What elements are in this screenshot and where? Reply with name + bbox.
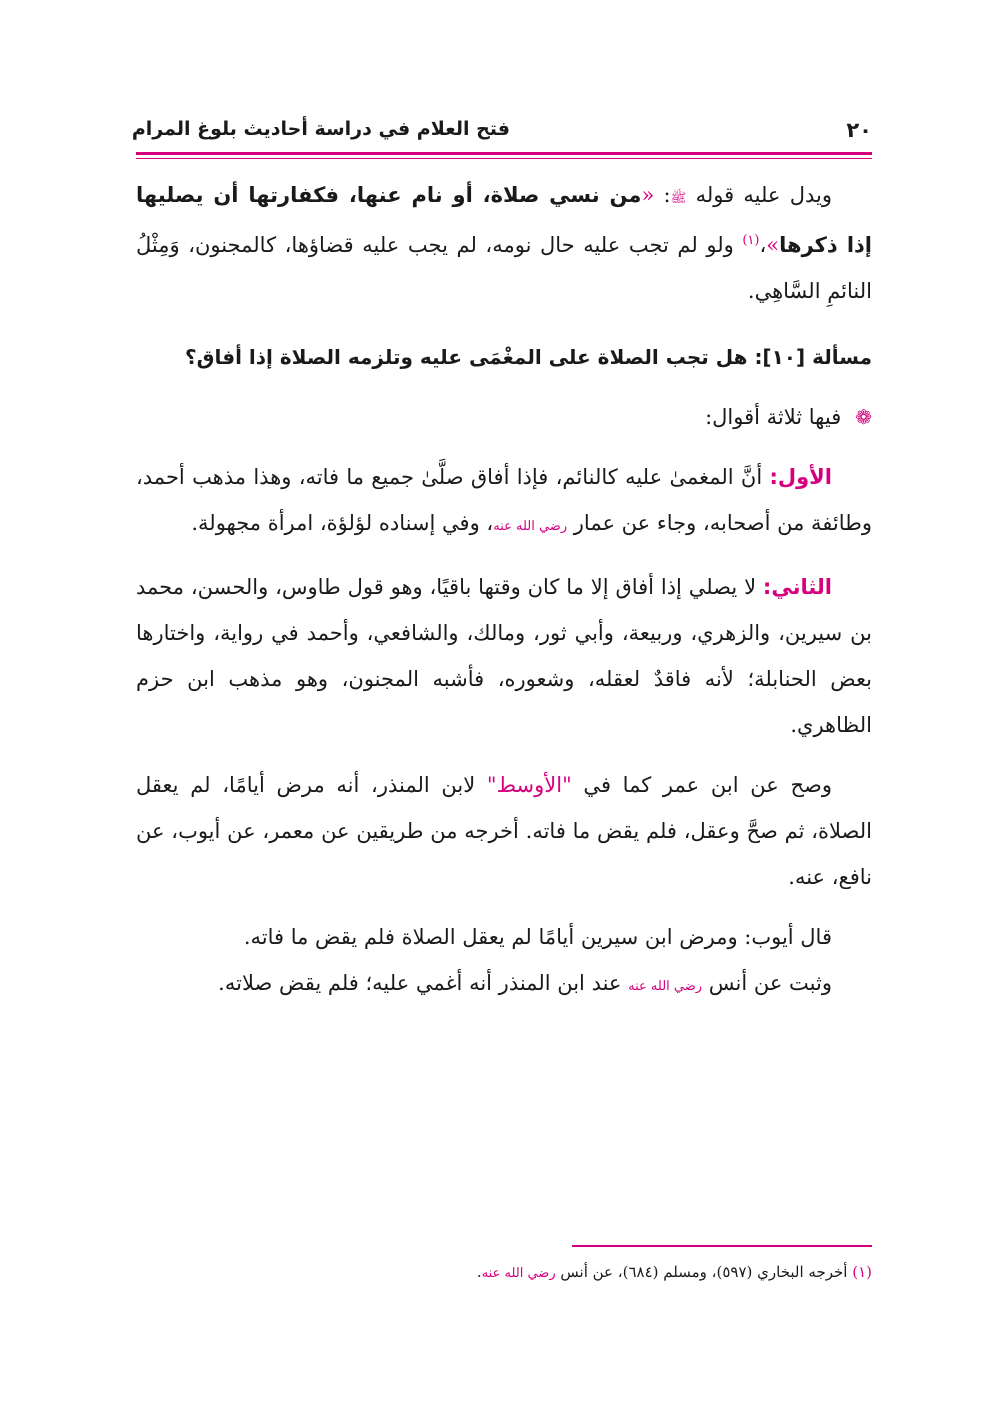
intro-line — [136, 394, 872, 440]
text-run: : — [654, 183, 671, 207]
page-number: ٢٠ — [846, 118, 872, 142]
hadith-text: من نسي صلاة، أو نام عنها، فكفارتها أن يصليها إذا ذكرها — [136, 183, 873, 257]
book-title: فتح العلام في دراسة أحاديث بلوغ المرام — [131, 118, 510, 140]
footnote-ref[interactable]: (١) — [742, 233, 760, 248]
page — [131, 110, 873, 1310]
honorific-glyph: رضي الله عنه — [493, 519, 568, 534]
paragraph-ayyub: قال أيوب: ومرض ابن سيرين أيامًا لم يعقل الصلاة فلم يقض ما فاته. — [243, 925, 832, 949]
text-run: وصح عن ابن عمر كما في — [571, 773, 832, 797]
footnote-rule — [572, 1245, 872, 1247]
text-run: فيها ثلاثة أقوال: — [705, 405, 842, 429]
issue-label: مسألة [١٠]: — [754, 345, 872, 369]
issue-heading — [136, 334, 872, 380]
honorific-glyph: رضي الله عنه — [481, 1266, 556, 1281]
book-name: "الأوسط" — [486, 773, 572, 797]
honorific-glyph: ﷺ — [670, 191, 687, 206]
quote-open: « — [641, 183, 655, 207]
body-text — [136, 172, 872, 1010]
header-rule-thick — [136, 152, 872, 155]
running-header — [131, 110, 872, 154]
paragraph-anas — [136, 960, 872, 1010]
text-run: ولو لم تجب عليه حال نومه، لم يجب عليه قضاؤها، كالمجنون، وَمِثْلُ النائمِ السَّاهِي. — [136, 233, 872, 303]
issue-question: هل تجب الصلاة على المغْمَى عليه وتلزمه الصلاة إذا أفاق؟ — [185, 345, 755, 369]
paragraph-first-opinion — [136, 454, 872, 550]
text-run: عند ابن المنذر أنه أغمي عليه؛ فلم يقض صلاته. — [218, 971, 629, 995]
text-run: وثبت عن أنس — [702, 971, 832, 995]
flower-bullet-icon: ❁ — [855, 405, 872, 429]
opinion-label: الأول: — [769, 465, 832, 489]
text-run: ، وفي إسناده لؤلؤة، امرأة مجهولة. — [191, 511, 494, 535]
text-run: ، — [759, 233, 767, 257]
footnote — [136, 1260, 872, 1286]
text-run: أنَّ المغمىٰ عليه كالنائم، فإذا أفاق صلَّىٰ جميع ما فاته، وهذا مذهب أحمد، وطائفة من أصحابه، وجاء عن عمار — [136, 465, 872, 535]
text-run: لا يصلي إذا أفاق إلا ما كان وقتها باقيًا، وهو قول طاوس، والحسن، محمد بن سيرين، والزهري، وربيعة، وأبي ثور، ومالك، والشافعي، وأحمد في رواية، واختارها بعض الحنابلة؛ لأنه فاقدٌ لعقله، وشعوره، فأشبه المجنون، وهو مذهب ابن حزم الظاهري. — [136, 575, 872, 737]
text-run: لابن المنذر، أنه مرض أيامًا، لم يعقل الصلاة، ثم صحَّ وعقل، فلم يقض ما فاته. أخرجه من طريقين عن معمر، عن أيوب، عن نافع، عنه. — [136, 773, 872, 889]
text-run: . — [476, 1263, 482, 1281]
footnote-number: (١) — [852, 1263, 872, 1281]
honorific-glyph: رضي الله عنه — [628, 979, 703, 994]
header-rule-thin — [136, 158, 872, 159]
paragraph-evidence — [136, 172, 872, 314]
text-run: ويدل عليه قوله — [686, 183, 832, 207]
paragraph-second-opinion — [136, 564, 872, 748]
paragraph-ibn-umar — [136, 762, 872, 900]
opinion-label: الثاني: — [762, 575, 832, 599]
footnote-text: أخرجه البخاري (٥٩٧)، ومسلم (٦٨٤)، عن أنس — [555, 1263, 853, 1281]
quote-close: » — [766, 233, 780, 257]
